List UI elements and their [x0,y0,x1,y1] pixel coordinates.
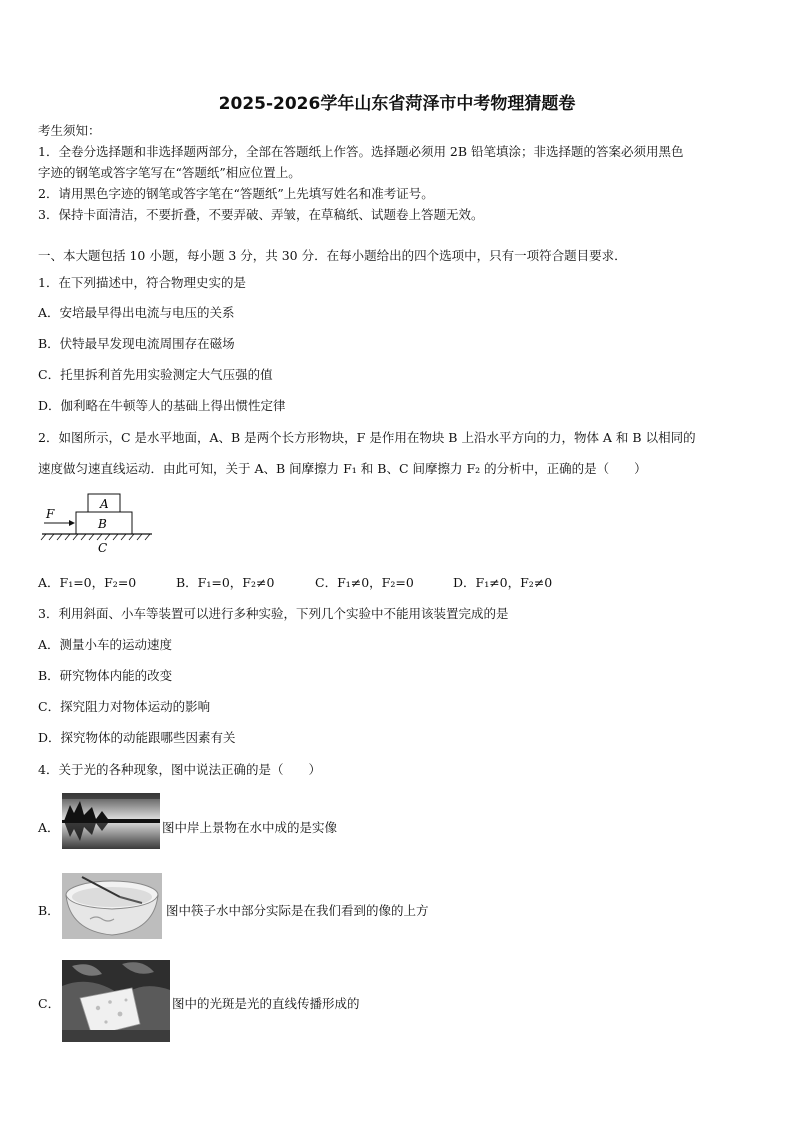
chopsticks-bowl-photo [62,873,162,939]
notice-item: 字迹的钢笔或答字笔写在“答题纸”相应位置上。 [38,165,301,180]
q4-option-b-text: 图中筷子水中部分实际是在我们看到的像的上方 [166,903,429,918]
q2-option-c: C．F₁≠0，F₂=0 [315,575,414,590]
q4-option-a-text: 图中岸上景物在水中成的是实像 [162,820,338,835]
q2-option-d: D．F₁≠0，F₂≠0 [453,575,553,590]
q4-option-b-label: B． [38,903,60,918]
q3-option-b: B．研究物体内能的改变 [38,668,173,683]
q2-option-a: A．F₁=0，F₂=0 [38,575,137,590]
q3-option-a: A．测量小车的运动速度 [38,637,173,652]
q1-option-d: D．伽利略在牛顿等人的基础上得出惯性定律 [38,398,286,413]
question-3-stem: 3．利用斜面、小车等装置可以进行多种实验，下列几个实验中不能用该装置完成的是 [38,606,509,621]
notice-item: 2．请用黑色字迹的钢笔或答字笔在“答题纸”上先填写姓名和准考证号。 [38,186,434,201]
q1-option-b: B．伏特最早发现电流周围存在磁场 [38,336,235,351]
q3-option-c: C．探究阻力对物体运动的影响 [38,699,211,714]
block-b-label: B [98,517,107,531]
q3-option-d: D．探究物体的动能跟哪些因素有关 [38,730,236,745]
notice-item: 3．保持卡面清洁，不要折叠，不要弄破、弄皱，在草稿纸、试题卷上答题无效。 [38,207,484,222]
question-2-stem: 2．如图所示，C 是水平地面，A、B 是两个长方形物块，F 是作用在物块 B 上沿水平方向的力，物体 A 和 B 以相同的 [38,430,696,445]
question-2-stem-cont: 速度做匀速直线运动．由此可知，关于 A、B 间摩擦力 F₁ 和 B、C 间摩擦力 F₂ 的分析中，正确的是（ ） [38,461,647,476]
q4-option-c-text: 图中的光斑是光的直线传播形成的 [172,996,360,1011]
page-title: 2025-2026学年山东省菏泽市中考物理猜题卷 [218,94,576,114]
q1-option-a: A．安培最早得出电流与电压的关系 [38,305,235,320]
notice-heading: 考生须知： [38,123,101,138]
section-heading: 一、本大题包括 10 小题，每小题 3 分，共 30 分．在每小题给出的四个选项中，只有一项符合题目要求． [38,248,627,263]
water-reflection-photo [62,793,160,849]
force-f-label: F [46,507,55,521]
blocks-figure [40,488,158,556]
block-a-label: A [100,497,109,511]
question-1-stem: 1．在下列描述中，符合物理史实的是 [38,275,246,290]
q2-option-b: B．F₁=0，F₂≠0 [176,575,275,590]
q4-option-c-label: C． [38,996,61,1011]
question-4-stem: 4．关于光的各种现象，图中说法正确的是（ ） [38,762,321,777]
q1-option-c: C．托里拆利首先用实验测定大气压强的值 [38,367,273,382]
q4-option-a-label: A． [38,820,60,835]
ground-c-label: C [98,541,108,555]
light-spots-photo [62,960,170,1042]
notice-item: 1．全卷分选择题和非选择题两部分，全部在答题纸上作答。选择题必须用 2B 铅笔填涂；非选择题的答案必须用黑色 [38,144,684,159]
